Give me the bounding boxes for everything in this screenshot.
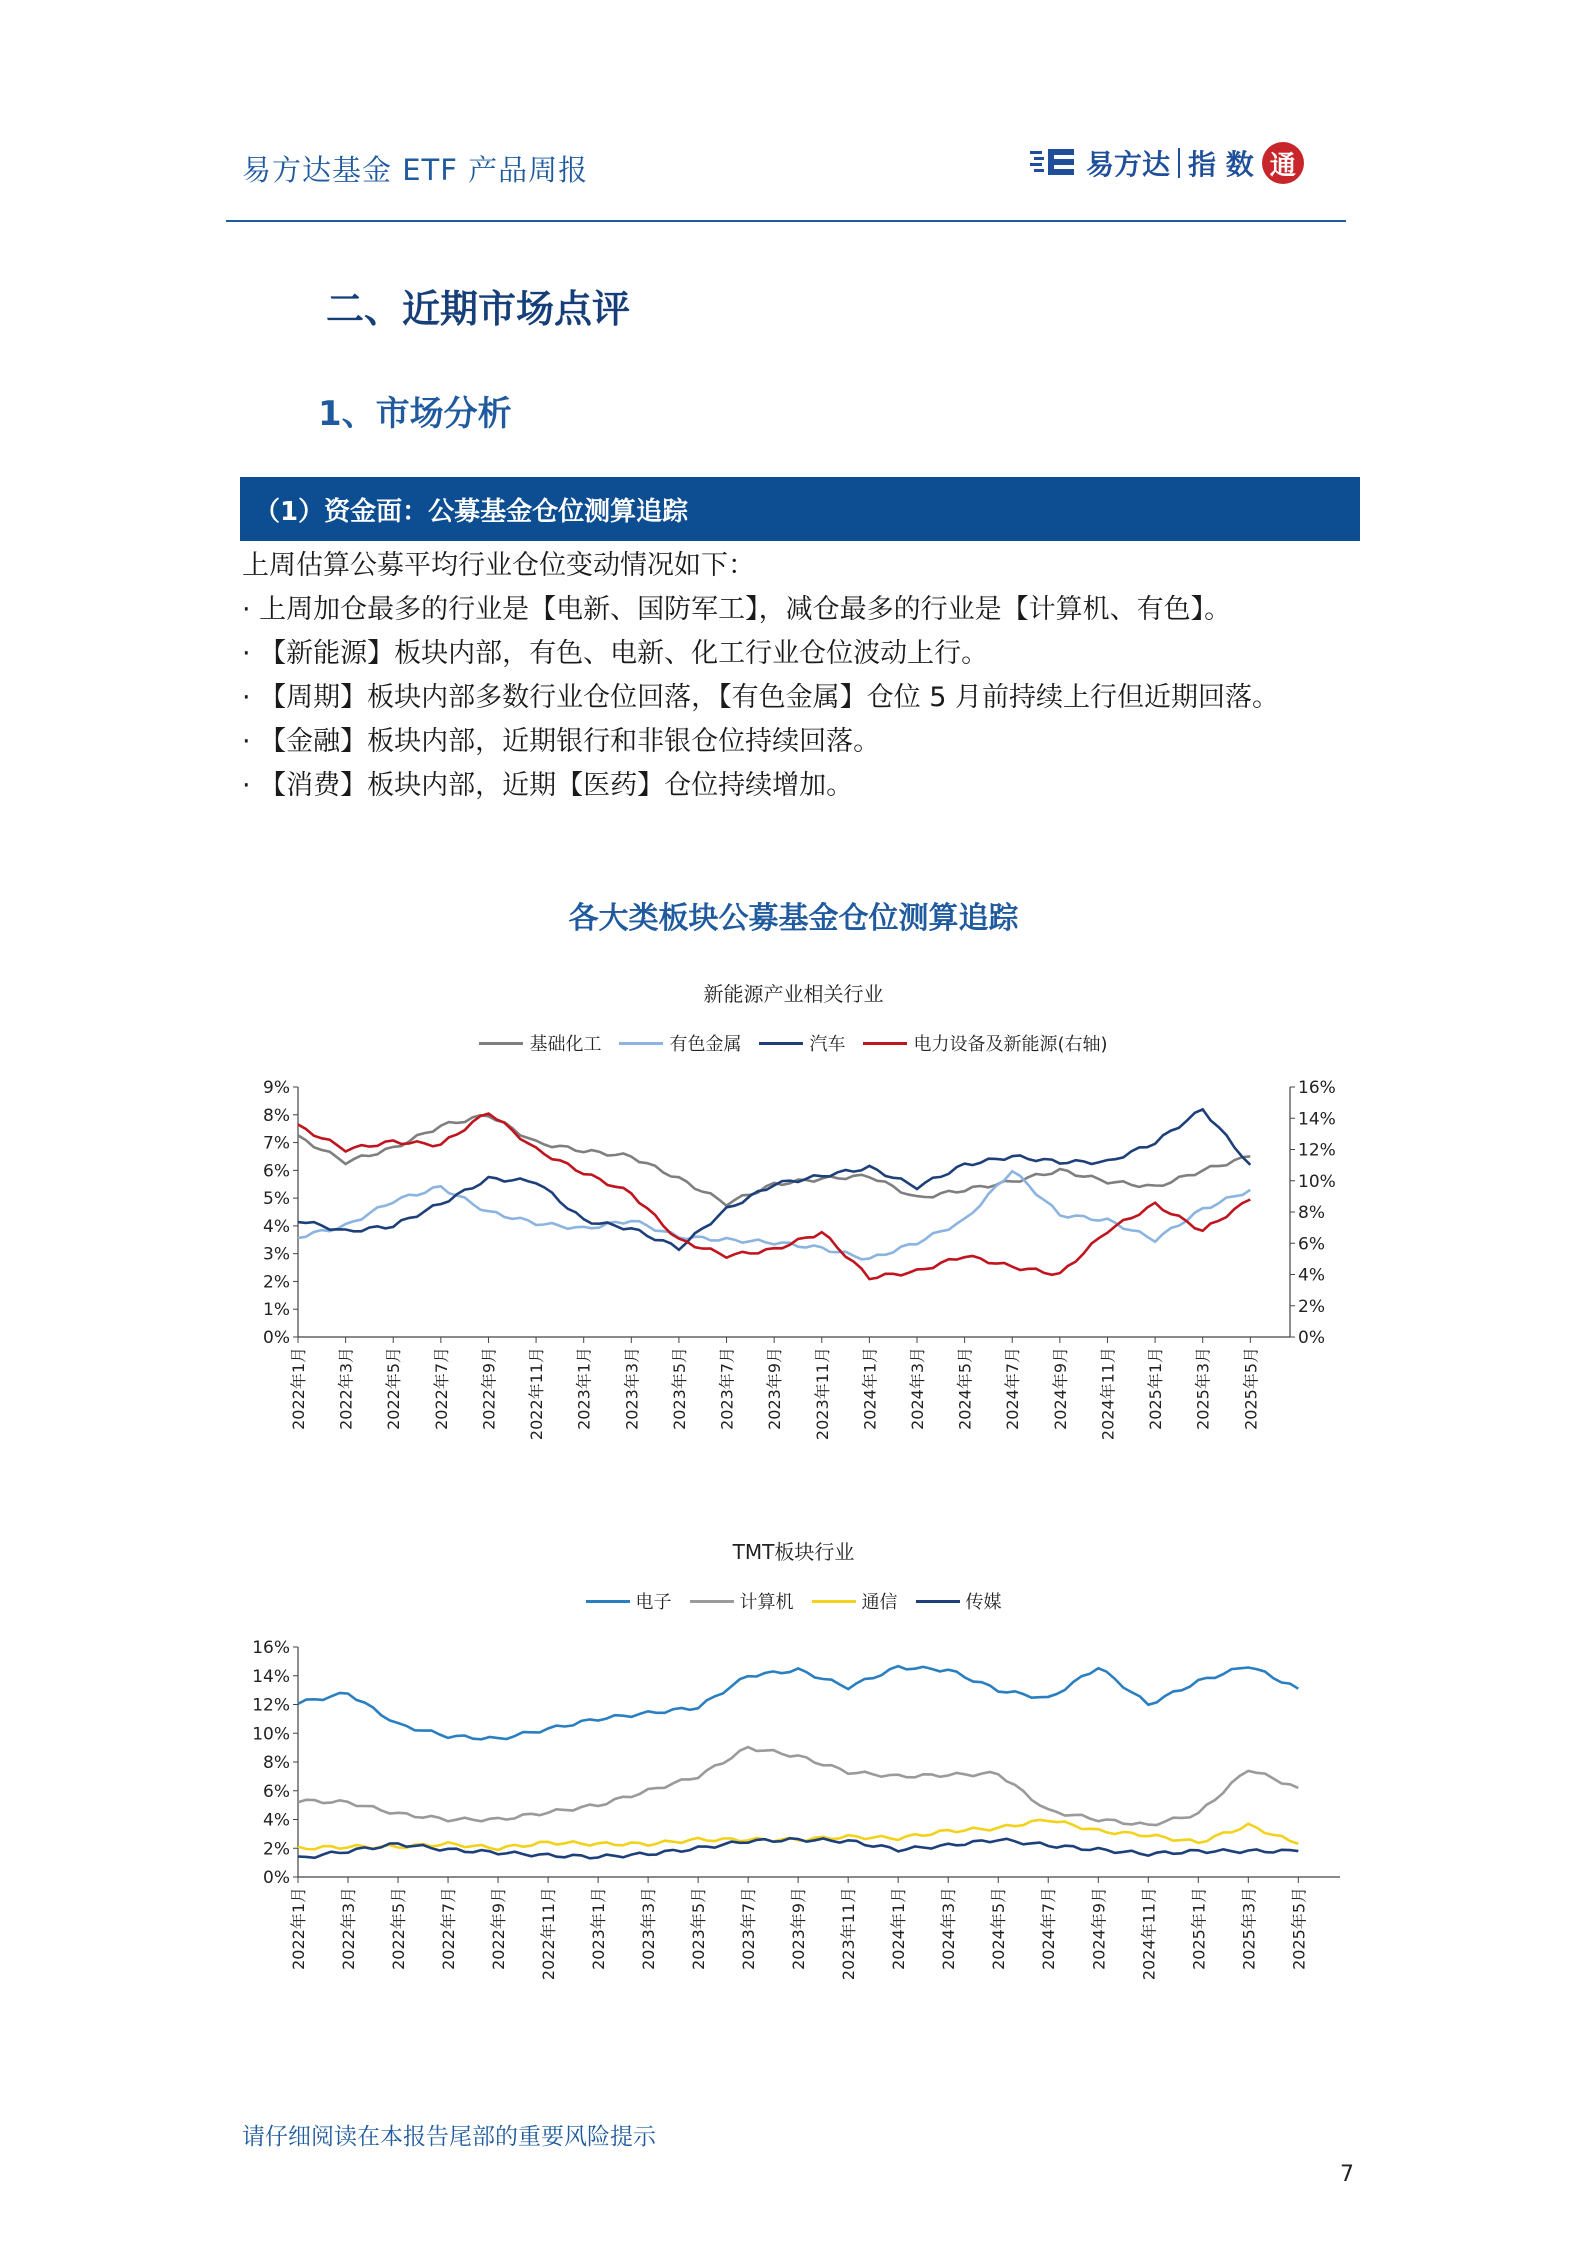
y-tick-label: 16% [252,1638,290,1658]
x-tick-label: 2024年5月 [955,1347,975,1430]
x-tick-label: 2023年9月 [789,1887,809,1970]
x-tick-label: 2024年7月 [1039,1887,1059,1970]
series-line-电力设备及新能源(右轴) [298,1114,1250,1280]
y-tick-label: 9% [263,1078,290,1098]
x-tick-label: 2024年3月 [939,1887,959,1970]
x-tick-label: 2025年5月 [1241,1347,1261,1430]
legend-item [619,1030,741,1056]
report-title: 易方达基金 ETF 产品周报 [242,153,589,187]
chart2-plot [240,1635,1370,2035]
legend-label: 基础化工 [529,1034,602,1055]
y-tick-label: 7% [263,1133,290,1154]
legend-item [812,1588,898,1614]
legend-swatch [479,1042,523,1045]
x-tick-label: 2022年1月 [289,1347,308,1430]
legend-swatch [586,1600,630,1603]
y-right-tick-label: 14% [1298,1109,1336,1130]
x-tick-label: 2023年1月 [589,1887,609,1970]
y-tick-label: 8% [263,1753,290,1773]
x-tick-label: 2024年1月 [889,1887,909,1970]
legend-label: 通信 [861,1592,898,1613]
x-tick-label: 2023年5月 [669,1347,689,1430]
logo-separator [1178,148,1180,178]
y-tick-label: 8% [263,1105,290,1126]
x-tick-label: 2023年1月 [574,1347,594,1430]
legend-item [863,1030,1107,1056]
y-tick-label: 14% [252,1666,290,1687]
x-tick-label: 2024年3月 [908,1347,928,1430]
x-tick-label: 2024年7月 [1003,1347,1023,1430]
x-tick-label: 2023年11月 [812,1347,832,1441]
x-tick-label: 2022年3月 [336,1347,356,1430]
legend-swatch [690,1600,734,1603]
legend-swatch [916,1600,960,1603]
chart2-legend [0,1588,1587,1614]
series-line-电子 [298,1666,1298,1739]
y-right-tick-label: 6% [1298,1234,1325,1255]
topic-bar: （1）资金面：公募基金仓位测算追踪 [240,477,1360,541]
x-tick-label: 2023年3月 [622,1347,642,1430]
y-tick-label: 3% [263,1244,290,1265]
logo-text-index: 指 数 [1188,148,1254,181]
legend-label: 有色金属 [669,1034,742,1055]
x-tick-label: 2024年9月 [1089,1887,1109,1970]
y-tick-label: 1% [263,1300,290,1321]
bullet-item: · 【金融】板块内部，近期银行和非银仓位持续回落。 [242,726,881,757]
logo-seal: 通 [1262,142,1304,184]
logo-mark-icon [1030,147,1078,179]
y-tick-label: 5% [263,1189,290,1210]
page-number: 7 [1340,2162,1354,2187]
chart1-plot [240,1075,1370,1475]
x-tick-label: 2023年11月 [839,1887,859,1981]
legend-label: 汽车 [809,1034,846,1055]
legend-label: 电子 [635,1592,672,1613]
header-divider [226,220,1346,222]
x-tick-label: 2022年9月 [479,1347,499,1430]
x-tick-label: 2023年9月 [765,1347,785,1430]
legend-label: 传媒 [965,1592,1002,1613]
y-tick-label: 12% [252,1695,290,1716]
chart2-title: TMT板块行业 [732,1540,855,1564]
legend-item [916,1588,1002,1614]
x-tick-label: 2023年7月 [739,1887,759,1970]
legend-label: 计算机 [739,1592,794,1613]
y-tick-label: 4% [263,1216,290,1237]
y-tick-label: 0% [263,1328,290,1348]
bullet-item: · 【周期】板块内部多数行业仓位回落，【有色金属】仓位 5 月前持续上行但近期回落。 [242,682,1280,713]
x-tick-label: 2025年5月 [1289,1887,1309,1970]
x-tick-label: 2024年11月 [1098,1347,1118,1441]
x-tick-label: 2025年3月 [1193,1347,1213,1430]
y-right-tick-label: 2% [1298,1296,1325,1317]
y-tick-label: 6% [263,1781,290,1802]
legend-item [479,1030,601,1056]
x-tick-label: 2024年5月 [989,1887,1009,1970]
subsection-heading: 1、市场分析 [318,394,512,434]
chart1-title: 新能源产业相关行业 [703,982,884,1006]
y-right-tick-label: 8% [1298,1203,1325,1223]
series-line-汽车 [298,1109,1250,1249]
y-right-tick-label: 0% [1298,1328,1325,1348]
y-tick-label: 2% [263,1272,290,1293]
chart1-legend [0,1030,1587,1056]
bullet-item: · 【新能源】板块内部，有色、电新、化工行业仓位波动上行。 [242,638,989,669]
intro-paragraph: 上周估算公募平均行业仓位变动情况如下： [242,550,755,581]
y-tick-label: 2% [263,1839,290,1860]
x-tick-label: 2025年3月 [1239,1887,1259,1970]
x-tick-label: 2022年11月 [527,1347,547,1441]
x-tick-label: 2024年9月 [1050,1347,1070,1430]
y-tick-label: 0% [263,1868,290,1888]
charts-heading: 各大类板块公募基金仓位测算追踪 [568,901,1019,936]
legend-swatch [863,1042,907,1045]
y-right-tick-label: 12% [1298,1140,1336,1161]
x-tick-label: 2022年7月 [439,1887,459,1970]
x-tick-label: 2024年11月 [1139,1887,1159,1981]
logo-text-company: 易方达 [1086,148,1171,181]
x-tick-label: 2022年1月 [289,1887,308,1970]
x-tick-label: 2023年3月 [639,1887,659,1970]
x-tick-label: 2023年7月 [717,1347,737,1430]
legend-item [690,1588,794,1614]
y-tick-label: 6% [263,1161,290,1182]
legend-label: 电力设备及新能源(右轴) [913,1034,1108,1055]
section-heading: 二、近期市场点评 [326,287,631,331]
x-tick-label: 2025年1月 [1146,1347,1166,1430]
x-tick-label: 2022年11月 [539,1887,559,1981]
bullet-list [242,588,1362,808]
risk-notice: 请仔细阅读在本报告尾部的重要风险提示 [242,2124,656,2150]
legend-item [759,1030,845,1056]
bullet-item: · 上周加仓最多的行业是【电新、国防军工】，减仓最多的行业是【计算机、有色】。 [242,594,1232,625]
y-right-tick-label: 4% [1298,1265,1325,1286]
legend-swatch [759,1042,803,1045]
legend-swatch [619,1042,663,1045]
x-tick-label: 2023年5月 [689,1887,709,1970]
x-tick-label: 2022年5月 [389,1887,409,1970]
legend-item [586,1588,672,1614]
legend-swatch [812,1600,856,1603]
x-tick-label: 2022年5月 [384,1347,404,1430]
y-tick-label: 10% [252,1724,290,1745]
x-tick-label: 2022年7月 [431,1347,451,1430]
company-logo [1030,138,1304,188]
series-line-计算机 [298,1747,1298,1825]
x-tick-label: 2022年3月 [339,1887,359,1970]
x-tick-label: 2022年9月 [489,1887,509,1970]
y-right-tick-label: 10% [1298,1171,1336,1192]
bullet-item: · 【消费】板块内部，近期【医药】仓位持续增加。 [242,770,854,801]
y-tick-label: 4% [263,1810,290,1831]
y-right-tick-label: 16% [1298,1078,1336,1098]
x-tick-label: 2025年1月 [1189,1887,1209,1970]
x-tick-label: 2024年1月 [860,1347,880,1430]
